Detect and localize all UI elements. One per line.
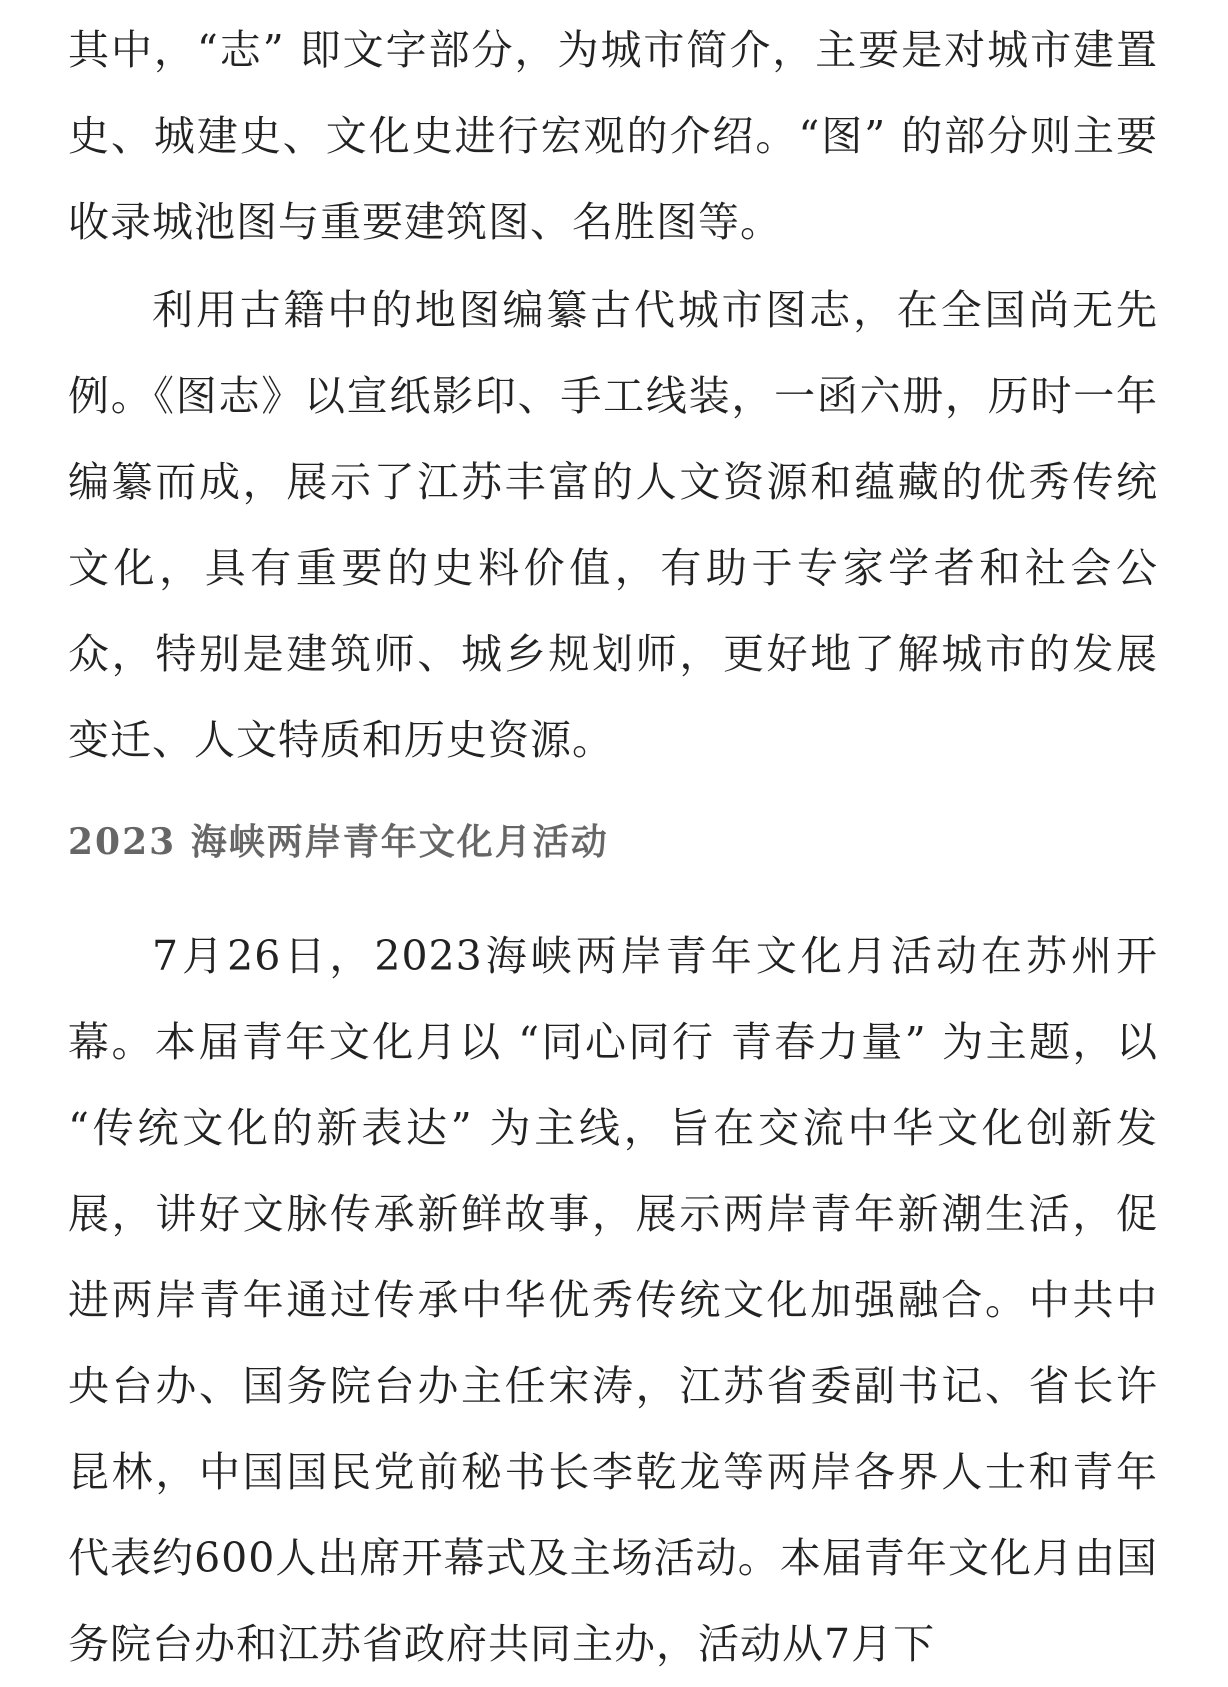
paragraph-atlas-significance: 利用古籍中的地图编纂古代城市图志，在全国尚无先例。《图志》以宣纸影印、手工线装，一函六册，历时一年编纂而成，展示了江苏丰富的人文资源和蕴藏的优秀传统文化，具有重要的史料价值，有助于专家学者和社会公众，特别是建筑师、城乡规划师，更好地了解城市的发展变迁、人文特质和历史资源。 <box>68 286 1158 764</box>
paragraph-culture-month: 7月26日，2023海峡两岸青年文化月活动在苏州开幕。本届青年文化月以 “同心同行 青春力量” 为主题，以 “传统文化的新表达” 为主线，旨在交流中华文化创新发展，讲好文脉传承新鲜故事，展示两岸青年新潮生活，促进两岸青年通过传承中华优秀传统文化加强融合。中共中央台办、国务院台办主任宋涛，江苏省委副书记、省长许昆林，中国国民党前秘书长李乾龙等两岸各界人士和青年代表约600人出席开幕式及主场活动。本届青年文化月由国务院台办和江苏省政府共同主办，活动从7月下 <box>68 932 1158 1668</box>
section-heading: 2023 海峡两岸青年文化月活动 <box>68 821 609 863</box>
paragraph-intro-continuation: 其中，“志” 即文字部分，为城市简介，主要是对城市建置史、城建史、文化史进行宏观的介绍。“图” 的部分则主要收录城池图与重要建筑图、名胜图等。 <box>68 26 1158 246</box>
